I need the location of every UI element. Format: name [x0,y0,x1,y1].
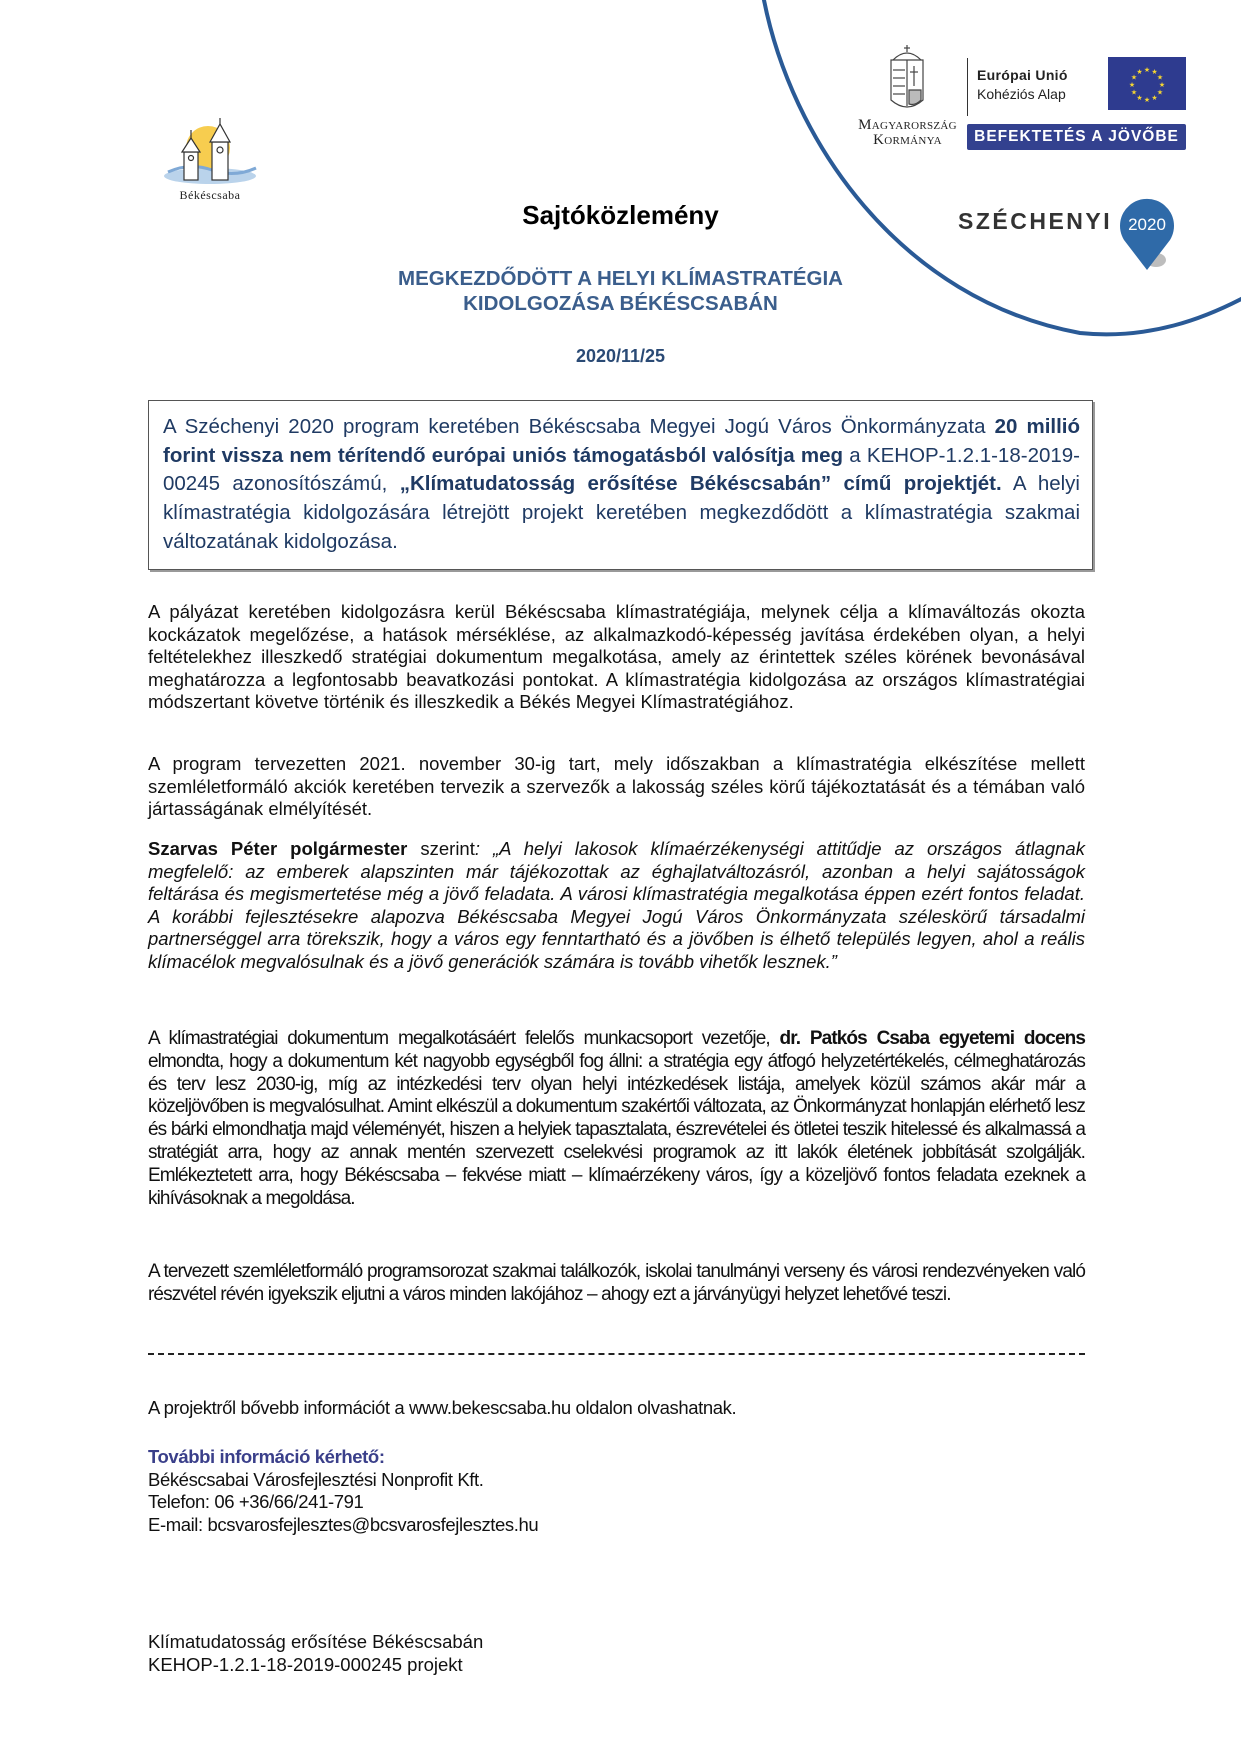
government-logo-text [835,118,980,148]
eu-star-icon: ★ [1136,94,1143,102]
quote-intro: szerint [407,838,475,859]
city-churches-icon [160,118,260,190]
headline-line-2: KIDOLGOZÁSA BÉKÉSCSABÁN [463,292,778,315]
szechenyi-wordmark: SZÉCHENYI [958,208,1113,234]
investing-in-future-banner: BEFEKTETÉS A JÖVŐBE [967,124,1186,150]
eu-star-icon: ★ [1128,82,1136,89]
more-info-text: A projektről bővebb információt a www.bekescsaba.hu oldalon olvashatnak. [148,1397,737,1418]
contact-organization: Békéscsabai Városfejlesztési Nonprofit Kft. [148,1468,484,1490]
eu-star-icon: ★ [1143,97,1151,104]
city-logo-text: Békéscsaba [179,188,241,202]
dashed-separator [148,1353,1085,1355]
eu-star-icon: ★ [1156,89,1164,97]
contact-email: E-mail: bcsvarosfejlesztes@bcsvarosfejlesztes.hu [148,1513,539,1535]
intro-bold-2: „Klímatudatosság erősítése Békéscsabán” című projektjét. [399,472,1002,496]
contact-phone: Telefon: 06 +36/66/241-791 [148,1491,364,1513]
paragraph-3-quote [148,838,1085,974]
paragraph-4 [148,1028,1085,1210]
p4-part-1: A klímastratégiai dokumentum megalkotásáért felelős munkacsoport vezetője, [148,1028,780,1049]
eu-star-icon: ★ [1156,74,1164,82]
szechenyi-year: 2020 [1128,215,1166,234]
publication-date: 2020/11/25 [575,346,666,366]
eu-fund-label [977,66,1068,104]
document-title: Sajtóközlemény [522,200,719,230]
page-footer [148,1631,483,1676]
p4-part-2: elmondta, hogy a dokumentum két nagyobb egységből fog állni: a stratégia egy átfogó helyzetértékelés, célmeghatározás és terv lesz 2030-ig, míg az intézkedési terv olyan helyi intézkedések listája, amelyek közül számos akár már a közeljövőben is megvalósulhat. Amint elkészül a dokumentum szakértői változata, az Önkormányzat honlapján elérhető lesz és bárki elmondhatja majd véleményét, hiszen a helyiek tapasztalata, észrevételei és ötletei teszik hitelessé és alkalmassá a stratégiát arra, hogy az annak mentén szervezett cselekvési programok az itt lakók életének jobbítását szolgálják. Emlékeztetett arra, hogy Békéscsaba – fekvése miatt – klímaérzékeny város, így a közeljövő fontos feladata ezeknek a kihívásoknak a megoldása. [148,1050,1085,1209]
eu-logo-divider [967,58,968,116]
coat-of-arms-icon [835,42,980,116]
expert-name: dr. Patkós Csaba egyetemi docens [779,1028,1085,1049]
eu-star-icon: ★ [1136,69,1143,77]
intro-summary-box [148,400,1093,570]
contact-block [148,1446,538,1536]
paragraph-2: A program tervezetten 2021. november 30-ig tart, mely időszakban a klímastratégia elkészítése mellett szemléletformáló akciók keretében tervezik a szervezők a lakosság széles körű tájékoztatását és a témában való jártasságának elmélyítését. [148,753,1085,820]
paragraph-1: A pályázat keretében kidolgozásra kerül Békéscsaba klímastratégiája, melynek célja a klímaváltozás okozta kockázatok megelőzése, a hatások mérséklése, az alkalmazkodó-képesség javítása érdekében olyan, a helyi feltételekhez illeszkedő stratégiai dokumentum megalkotása, amely az érintettek széles körének bevonásával meghatározza a legfontosabb beavatkozási pontokat. A klímastratégia kidolgozása az országos klímastratégiai módszertant követve történik és illeszkedik a Békés Megyei Klímastratégiához. [148,601,1085,713]
headline-line-1: MEGKEZDŐDÖTT A HELYI KLÍMASTRATÉGIA [398,267,843,290]
eu-star-icon: ★ [1130,89,1138,97]
bekescsaba-logo [160,118,260,208]
intro-part-3: A helyi klímastratégia kidolgozására létrejött projekt keretében megkezdődött a klímastratégia szakmai változatának kidolgozása. [163,472,1080,553]
contact-heading: További információ kérhető: [148,1446,385,1467]
eu-line-1: Európai Unió [977,67,1068,83]
eu-line-2: Kohéziós Alap [977,86,1066,102]
intro-bold-1: 20 millió forint vissza nem térítendő európai uniós támogatásból valósítja meg [163,415,1080,467]
intro-part-2: a KEHOP-1.2.1-18-2019-00245 azonosítószámú, [163,443,1080,496]
eu-star-icon: ★ [1158,82,1166,89]
eu-star-icon: ★ [1143,67,1151,74]
eu-star-icon: ★ [1151,94,1158,102]
footer-project-id: KEHOP-1.2.1-18-2019-000245 projekt [148,1653,463,1675]
headline [0,266,1241,316]
gov-line-2: Kormánya [873,132,942,148]
paragraph-5: A tervezett szemléletformáló programsorozat szakmai találkozók, iskolai tanulmányi verseny és városi rendezvényeken való részvétel révén igyekszik eljutni a város minden lakójához – ahogy ezt a járványügyi helyzet lehetővé teszi. [148,1261,1085,1305]
intro-text [163,413,1080,557]
eu-star-icon: ★ [1151,69,1158,77]
hungarian-government-logo [835,42,980,152]
footer-project-name: Klímatudatosság erősítése Békéscsabán [148,1631,484,1652]
eu-flag-icon [1108,57,1186,110]
gov-line-1: Magyarország [858,117,957,133]
mayor-quote: : „A helyi lakosok klímaérzékenységi attitűdje az országos átlagnak megfelelő: az emberek alapszinten már tájékozottak az éghajlatváltozásról, azonban a helyi sajátosságok feltárása és megismertetése még a jövő feladata. A városi klímastratégia megalkotása éppen ezért fontos feladat. A korábbi fejlesztésekre alapozva Békéscsaba Megyei Jogú Város Önkormányzata széleskörű társadalmi partnerséggel arra törekszik, hogy a város egy fenntartható és a jövőben is élhető település legyen, ahol a reális klímacélok megvalósulnak és a jövő generációk számára is tovább vihetők lesznek.” [148,838,1085,972]
eu-star-icon: ★ [1130,74,1138,82]
mayor-name: Szarvas Péter polgármester [148,838,408,859]
intro-part-1: A Széchenyi 2020 program keretében Békéscsaba Megyei Jogú Város Önkormányzata [163,415,995,438]
